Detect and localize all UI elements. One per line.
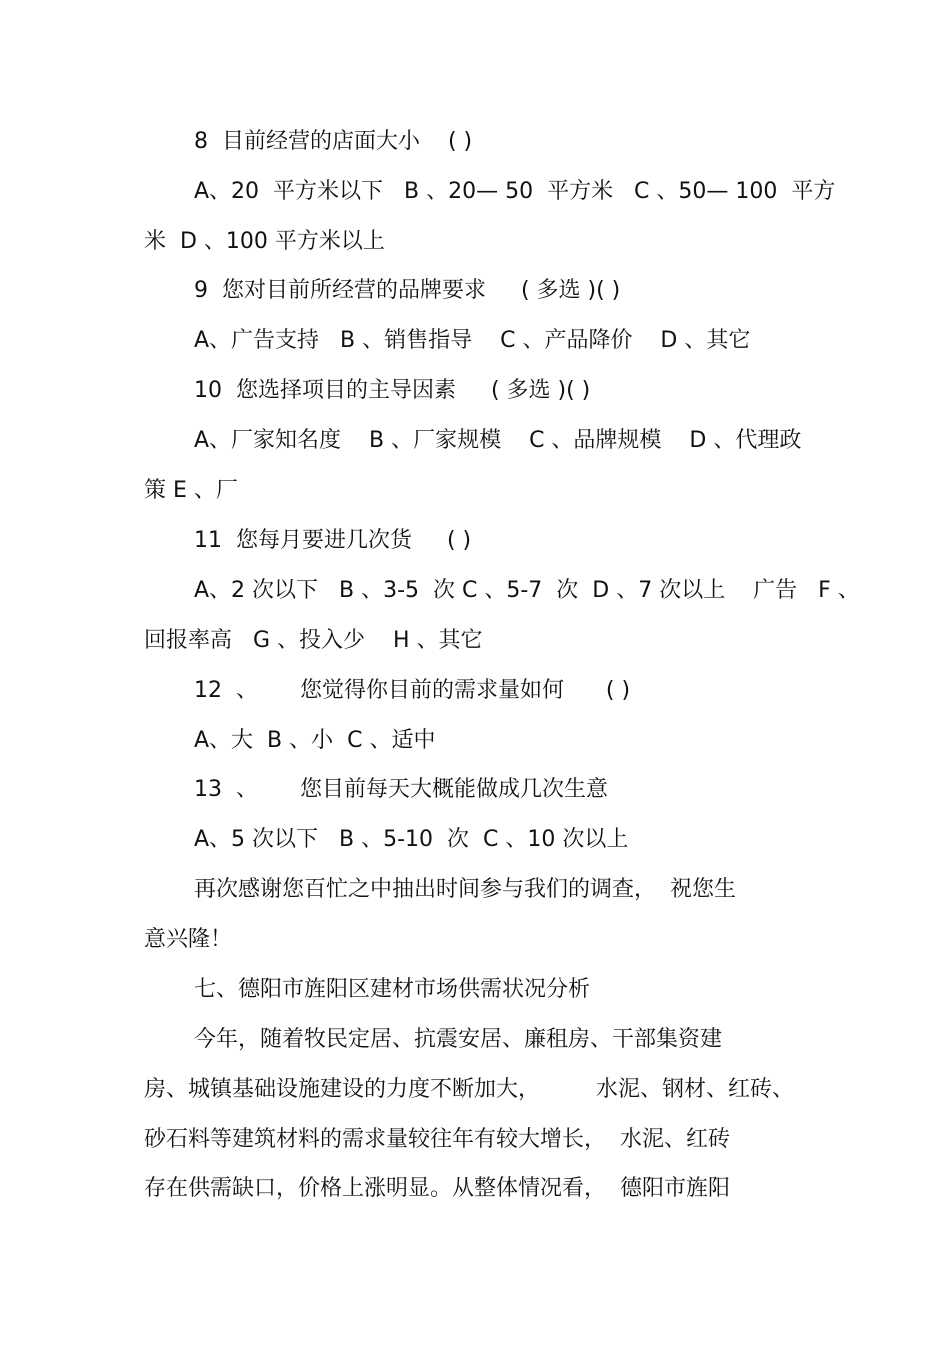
- question-8-options-cont: 米 D 、100 平方米以上: [144, 229, 385, 254]
- question-8: 8 目前经营的店面大小 ( ): [194, 129, 473, 154]
- paragraph-line-4: 存在供需缺口，价格上涨明显。从整体情况看， 德阳市旌阳: [144, 1176, 730, 1201]
- question-8-options: A、20 平方米以下 B 、20— 50 平方米 C 、50— 100 平方: [194, 179, 836, 204]
- thanks-line-cont: 意兴隆！: [144, 927, 233, 952]
- question-11-options-cont: 回报率高 G 、投入少 H 、其它: [144, 628, 483, 653]
- paragraph-line-3: 砂石料等建筑材料的需求量较往年有较大增长， 水泥、红砖: [144, 1127, 730, 1152]
- question-9-options: A、广告支持 B 、销售指导 C 、产品降价 D 、其它: [194, 328, 751, 353]
- question-13-options: A、5 次以下 B 、5-10 次 C 、10 次以上: [194, 827, 629, 852]
- paragraph-line-2: 房、城镇基础设施建设的力度不断加大， 水泥、钢材、红砖、: [144, 1077, 794, 1102]
- section-heading: 七、德阳市旌阳区建材市场供需状况分析: [194, 977, 591, 1002]
- question-13: 13 、 您目前每天大概能做成几次生意: [194, 777, 608, 802]
- thanks-line: 再次感谢您百忙之中抽出时间参与我们的调查， 祝您生: [194, 877, 736, 902]
- question-11-options: A、2 次以下 B 、3-5 次 C 、5-7 次 D 、7 次以上 广告 F 、: [194, 578, 860, 603]
- question-12-options: A、大 B 、小 C 、适中: [194, 728, 436, 753]
- question-12: 12 、 您觉得你目前的需求量如何 ( ): [194, 678, 631, 703]
- paragraph-line-1: 今年，随着牧民定居、抗震安居、廉租房、干部集资建: [194, 1027, 723, 1052]
- question-10-options: A、厂家知名度 B 、厂家规模 C 、品牌规模 D 、代理政: [194, 428, 802, 453]
- question-9: 9 您对目前所经营的品牌要求 ( 多选 )( ): [194, 278, 621, 303]
- question-10: 10 您选择项目的主导因素 ( 多选 )( ): [194, 378, 591, 403]
- question-11: 11 您每月要进几次货 ( ): [194, 528, 472, 553]
- question-10-options-cont: 策 E 、厂: [144, 478, 238, 503]
